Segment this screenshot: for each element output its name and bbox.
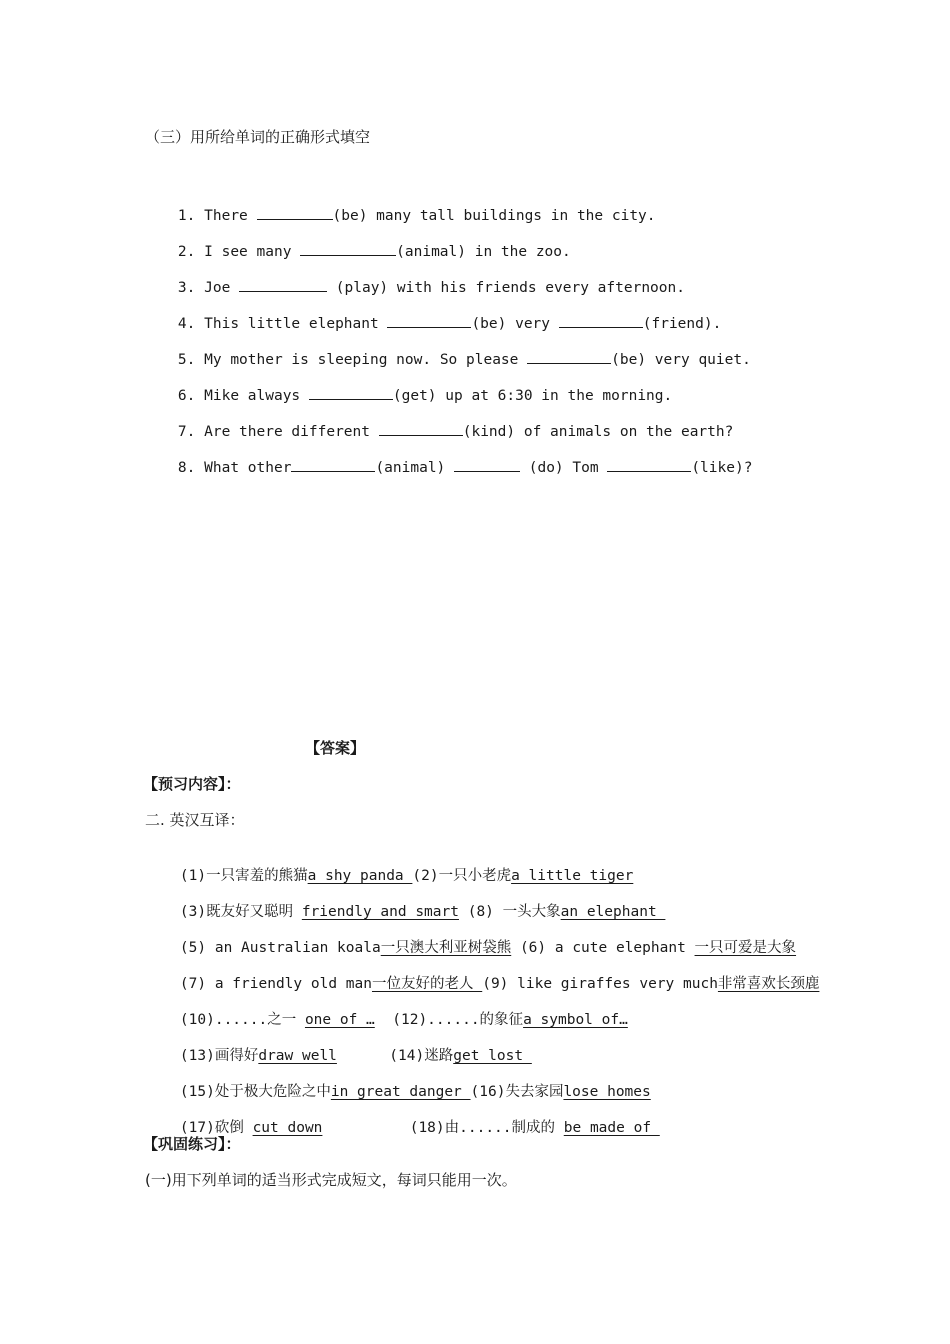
answer-blank[interactable] <box>559 313 643 328</box>
exercise-item-5: 5. My mother is sleeping now. So please (be) very quiet. <box>143 329 751 390</box>
answer-row-8: (17)砍倒 cut down (18)由......制成的 be made of <box>179 1120 660 1136</box>
answer-blank[interactable] <box>239 277 327 292</box>
answer-row-4: (7) a friendly old man一位友好的老人 (9) like giraffes very much非常喜欢长颈鹿 <box>179 976 820 992</box>
answer-blank[interactable] <box>379 421 463 436</box>
answer-row-1: (1)一只害羞的熊猫a shy panda (2)一只小老虎a little tiger <box>179 868 634 884</box>
exercise-item-2: 2. I see many (animal) in the zoo. <box>143 221 571 282</box>
practice-subheading: (一)用下列单词的适当形式完成短文，每词只能用一次。 <box>145 1171 517 1189</box>
answers-title: 【答案】 <box>305 739 366 757</box>
answer-row-6: (13)画得好draw well (14)迷路get lost <box>179 1048 532 1064</box>
answer-blank[interactable] <box>257 205 333 220</box>
exercise-item-7: 7. Are there different (kind) of animals on the earth? <box>143 401 733 462</box>
section-heading: （三）用所给单词的正确形式填空 <box>145 128 371 146</box>
exercise-item-8: 8. What other (animal) (do) Tom (like)? <box>143 437 752 498</box>
answer-row-5: (10)......之一 one of … (12)......的象征a symbol of… <box>179 1012 628 1028</box>
answer-blank[interactable] <box>387 313 471 328</box>
preview-heading: 【预习内容】： <box>143 775 241 793</box>
practice-heading: 【巩固练习】： <box>143 1135 241 1153</box>
translation-heading: 二. 英汉互译： <box>145 811 245 829</box>
answer-blank[interactable] <box>527 349 611 364</box>
answer-blank[interactable] <box>454 457 520 472</box>
answer-blank[interactable] <box>309 385 393 400</box>
answer-blank[interactable] <box>300 241 396 256</box>
answer-blank[interactable] <box>291 457 375 472</box>
exercise-item-4: 4. This little elephant (be) very (friend). <box>143 293 721 354</box>
answer-blank[interactable] <box>607 457 691 472</box>
answer-row-3: (5) an Australian koala一只澳大利亚树袋熊 (6) a cute elephant 一只可爱是大象 <box>179 940 797 956</box>
answer-row-2: (3)既友好又聪明 friendly and smart (8) 一头大象an elephant <box>179 904 666 920</box>
exercise-item-1: 1. There (be) many tall buildings in the city. <box>143 185 656 246</box>
exercise-item-6: 6. Mike always (get) up at 6:30 in the morning. <box>143 365 672 426</box>
exercise-item-3: 3. Joe (play) with his friends every afternoon. <box>143 257 685 318</box>
answer-row-7: (15)处于极大危险之中in great danger (16)失去家园lose homes <box>179 1084 651 1100</box>
